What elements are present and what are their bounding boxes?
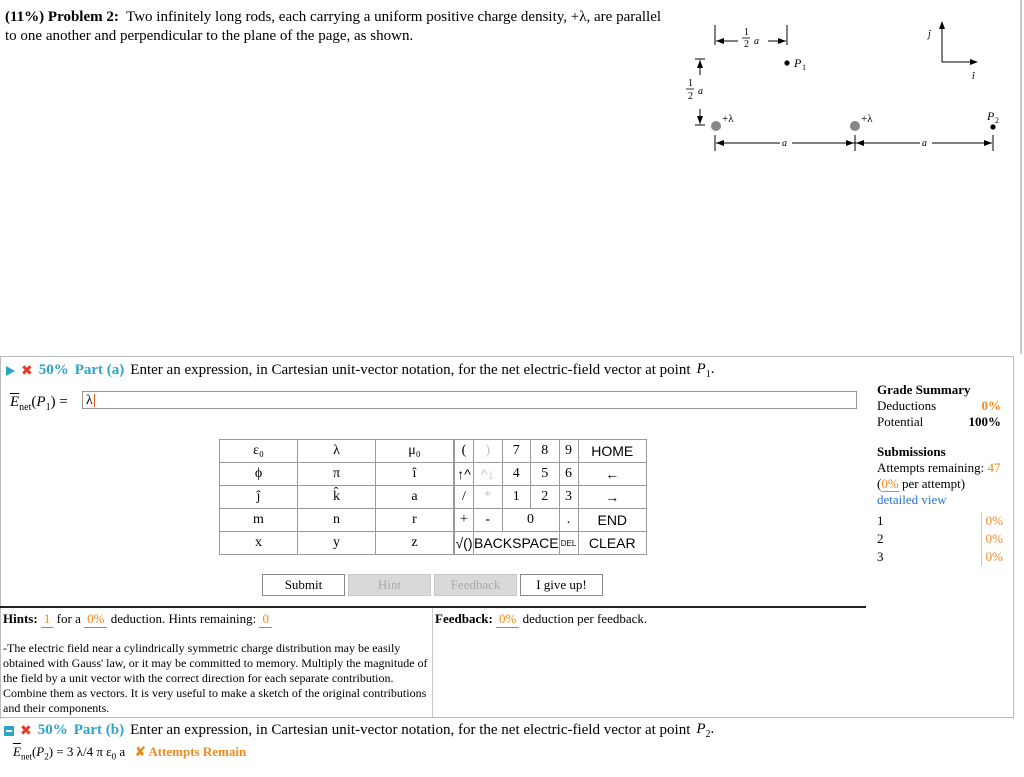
submission-num: 2 — [877, 531, 884, 546]
incorrect-x-icon: ✖ — [21, 362, 33, 379]
half-a-dimension-vertical — [685, 59, 709, 125]
deductions-label: Deductions — [877, 398, 937, 413]
key-1[interactable]: 1 — [502, 486, 531, 509]
key-9[interactable]: 9 — [559, 440, 578, 463]
key-close-paren[interactable]: ) — [474, 440, 503, 463]
sym-n[interactable]: n — [298, 509, 376, 532]
vhalf-num: 1 — [688, 78, 693, 89]
sym-lambda[interactable]: λ — [298, 440, 376, 463]
part-a-prompt: Enter an expression, in Cartesian unit-vector notation, for the net electric-field vector at point — [130, 362, 691, 378]
key-5[interactable]: 5 — [531, 463, 560, 486]
hint-body: -The electric field near a cylindrically symmetric charge distribution may be easily obtained with Gauss' law, or it may be committed to memory. Multiply the magnitude of the field by a unit vector with the correct direction for each separate contribution. Combine them as vectors. It is very useful to make a sketch of the original contributions and their components. — [3, 641, 428, 715]
sym-z[interactable]: z — [375, 532, 453, 555]
part-b-answer-tail: a — [119, 744, 126, 759]
part-a-percent: 50% — [38, 362, 69, 378]
sym-k-hat[interactable]: k̂ — [298, 486, 376, 509]
feedback-text: deduction per feedback. — [522, 611, 648, 626]
part-b-answer-text: = 3 λ/4 π ε — [56, 744, 112, 759]
hints-label: Hints: — [3, 611, 38, 626]
part-b-answer: $\overline{E}_{net}(P_2) = 3$ λ/4 π $\varepsilon_0$ a ✘ Attempts Remain — [13, 744, 247, 762]
key-3[interactable]: 3 — [559, 486, 578, 509]
detailed-view-link[interactable]: detailed view — [877, 492, 947, 507]
half-a-dimension-horizontal — [715, 25, 787, 51]
part-a-header: ✖ 50% Part (a) Enter an expression, in Cartesian unit-vector notation, for the net electric-field vector at point $P_1$. — [6, 361, 714, 380]
submission-num: 3 — [877, 549, 884, 564]
feedback-pct: 0% — [496, 611, 519, 628]
p2-label: P — [987, 109, 995, 123]
key-open-paren[interactable]: ( — [455, 440, 474, 463]
i-axis-label: î — [972, 71, 975, 82]
sym-j-hat[interactable]: ĵ — [220, 486, 298, 509]
submission-row — [877, 512, 1003, 530]
e-arg: P — [36, 394, 46, 410]
e-sub: net — [19, 402, 32, 413]
key-end[interactable]: END — [578, 509, 646, 532]
submission-row — [877, 548, 1003, 566]
p1-sub: 1 — [802, 63, 806, 72]
submission-score: 0% — [981, 530, 1003, 548]
submissions-title: Submissions — [877, 444, 946, 459]
problem-statement — [5, 8, 665, 46]
key-7[interactable]: 7 — [502, 440, 531, 463]
unit-axes — [926, 21, 978, 82]
hints-remaining: 0 — [259, 611, 272, 628]
potential-label: Potential — [877, 414, 924, 429]
va-label: a — [698, 86, 703, 97]
per-attempt-open: ( — [877, 476, 882, 491]
rod-left — [711, 113, 734, 131]
feedback-button[interactable]: Feedback — [434, 574, 517, 596]
e-arg-b: P — [36, 744, 45, 759]
attempts-label: Attempts remaining: — [877, 460, 985, 475]
sym-r[interactable]: r — [375, 509, 453, 532]
part-b-header: ✖ 50% Part (b) Enter an expression, in Cartesian unit-vector notation, for the net electric-field vector at point $P_2$. — [4, 721, 714, 740]
per-attempt-label: per attempt) — [901, 476, 966, 491]
part-b-label: Part (b) — [73, 722, 125, 738]
key-superscript-up[interactable]: ↑^ — [455, 463, 474, 486]
sym-mu0[interactable]: μ₀ — [375, 440, 453, 463]
part-a-point-sub: 1 — [705, 369, 711, 380]
sym-phi[interactable]: ϕ — [220, 463, 298, 486]
e-arg-sub: 1 — [45, 402, 51, 413]
part-a-label: Part (a) — [74, 362, 125, 378]
incorrect-x-icon: ✖ — [20, 722, 32, 739]
problem-number: (11%) Problem 2: — [5, 9, 119, 25]
part-b-point-sub: 2 — [705, 729, 711, 740]
submission-num: 1 — [877, 513, 884, 528]
part-b-eps-sub: 0 — [111, 751, 117, 762]
key-4[interactable]: 4 — [502, 463, 531, 486]
key-multiply[interactable]: * — [474, 486, 503, 509]
grade-summary — [877, 382, 1001, 430]
part-a-answer-label: $\overline{E}_{net}(P_1)$ = — [10, 394, 68, 413]
part-b-prompt: Enter an expression, in Cartesian unit-vector notation, for the net electric-field vector at point — [130, 722, 691, 738]
hints-feedback-divider — [432, 608, 433, 718]
part-b-point: P — [696, 721, 706, 737]
key-decimal[interactable]: . — [559, 509, 578, 532]
key-minus[interactable]: - — [474, 509, 503, 532]
p2-sub: 2 — [995, 116, 999, 125]
hint-button[interactable]: Hint — [348, 574, 431, 596]
a-right-label: a — [922, 138, 927, 149]
a-label: a — [754, 36, 759, 47]
submissions-panel — [877, 444, 1003, 566]
part-a-answer-input[interactable] — [82, 391, 857, 409]
key-superscript-down[interactable]: ^↓ — [474, 463, 503, 486]
key-plus[interactable]: + — [455, 509, 474, 532]
answer-value: λ — [86, 393, 93, 408]
rods-diagram — [680, 15, 1020, 165]
sym-m[interactable]: m — [220, 509, 298, 532]
key-divide[interactable]: / — [455, 486, 474, 509]
sym-y[interactable]: y — [298, 532, 376, 555]
p1-label: P — [794, 56, 802, 70]
problem-text: Two infinitely long rods, each carrying a uniform positive charge density, +λ, are parallel to one another and perpendicular to the plane of the page, as shown. — [5, 9, 662, 44]
grade-summary-title: Grade Summary — [877, 382, 971, 397]
key-del[interactable]: DEL — [559, 532, 578, 555]
symbol-palette — [219, 439, 454, 555]
key-left-arrow[interactable]: ← — [578, 463, 646, 486]
charge-left-label: +λ — [722, 113, 734, 125]
per-attempt-value: 0% — [881, 476, 899, 491]
j-axis-label: ĵ — [928, 29, 931, 40]
sym-epsilon0[interactable]: ε₀ — [220, 440, 298, 463]
expand-triangle-icon[interactable] — [6, 366, 15, 376]
a-left-label: a — [782, 138, 787, 149]
part-a-point: P — [696, 361, 706, 377]
submission-score: 0% — [981, 548, 1003, 566]
rod-right — [850, 113, 873, 131]
key-backspace[interactable]: BACKSPACE — [474, 532, 560, 555]
submission-list — [877, 512, 1003, 566]
vhalf-den: 2 — [688, 91, 693, 102]
key-right-arrow[interactable]: → — [578, 486, 646, 509]
hints-divider — [0, 606, 866, 608]
submission-row — [877, 530, 1003, 548]
submission-score: 0% — [981, 512, 1003, 530]
give-up-button[interactable]: I give up! — [520, 574, 603, 596]
key-home[interactable]: HOME — [578, 440, 646, 463]
attempts-remain-status: ✘ Attempts Remain — [134, 744, 247, 759]
hints-for-a: for a — [56, 611, 81, 626]
half-fraction-den: 2 — [744, 39, 749, 50]
key-0[interactable]: 0 — [502, 509, 559, 532]
sym-pi[interactable]: π — [298, 463, 376, 486]
part-b-divider — [0, 717, 1014, 718]
sym-x[interactable]: x — [220, 532, 298, 555]
hints-deduction-label: deduction. Hints remaining: — [110, 611, 257, 626]
feedback-label: Feedback: — [435, 611, 493, 626]
key-2[interactable]: 2 — [531, 486, 560, 509]
feedback-header — [435, 611, 647, 628]
potential-value: 100% — [968, 414, 1001, 429]
hints-header — [3, 611, 272, 628]
part-b-percent: 50% — [37, 722, 68, 738]
sym-a[interactable]: a — [375, 486, 453, 509]
sym-i-hat[interactable]: î — [375, 463, 453, 486]
hints-deduction-pct: 0% — [84, 611, 107, 628]
e-symbol-b: $\overline{E}$ — [13, 744, 21, 759]
a-dimension-bottom — [715, 135, 993, 151]
e-sub-b: net — [20, 751, 32, 762]
calculator-keypad — [454, 439, 647, 555]
hints-count: 1 — [41, 611, 54, 628]
point-p1 — [784, 56, 806, 72]
key-8[interactable]: 8 — [531, 440, 560, 463]
charge-right-label: +λ — [861, 113, 873, 125]
key-6[interactable]: 6 — [559, 463, 578, 486]
key-sqrt[interactable]: √() — [455, 532, 474, 555]
point-p2 — [986, 109, 999, 130]
collapse-icon[interactable] — [4, 726, 14, 736]
deductions-value: 0% — [981, 398, 1001, 413]
attempts-value: 47 — [987, 460, 1001, 475]
key-clear[interactable]: CLEAR — [578, 532, 646, 555]
submit-button[interactable]: Submit — [262, 574, 345, 596]
e-arg-sub-b: 2 — [44, 751, 49, 762]
half-fraction-num: 1 — [744, 27, 749, 38]
e-symbol: $\overline{E}$ — [10, 394, 20, 410]
